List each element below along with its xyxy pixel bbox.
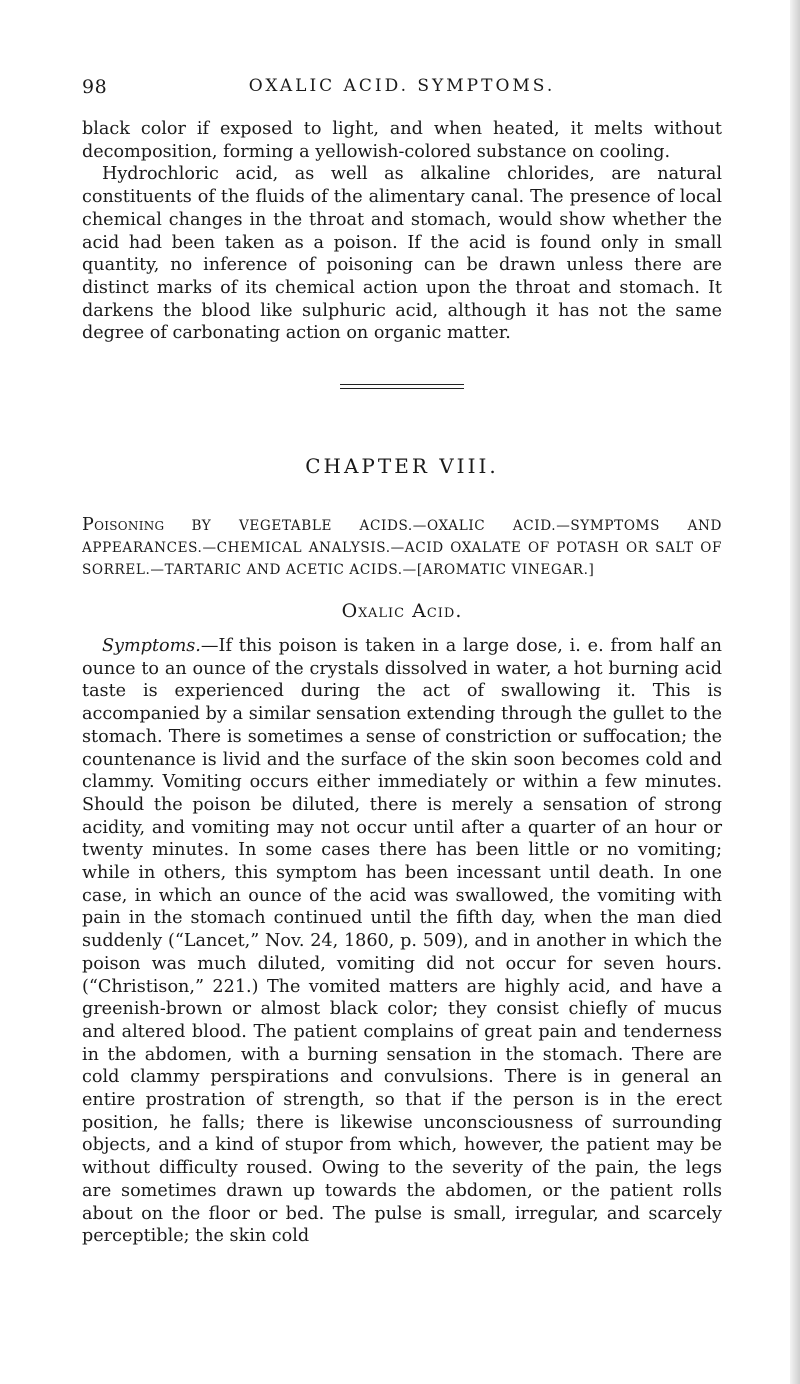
page-number: 98 xyxy=(82,76,108,98)
paragraph-hydrochloric: Hydrochloric acid, as well as alkaline chlorides, are natural constituents of the fluids of the alimentary canal. The presence of local chemical changes in the throat and stomach, would show whether the acid had been taken as a poison. If the acid is found only in small quantity, no inference of poisoning can be drawn unless there are distinct marks of its chemical action upon the throat and stomach. It darkens the blood like sulphuric acid, although it has not the same degree of carbonating action on organic matter. xyxy=(82,164,722,344)
chapter-summary-lead: Poisoning xyxy=(82,515,165,535)
section-divider-rule xyxy=(340,384,464,389)
subhead-symptoms: Symptoms. xyxy=(102,636,201,656)
page-edge-shadow xyxy=(790,0,800,1384)
chapter-summary xyxy=(82,514,722,581)
chapter-title: CHAPTER VIII. xyxy=(305,454,499,478)
section-title: Oxalic Acid. xyxy=(341,600,463,622)
paragraph-symptoms xyxy=(82,635,722,1248)
running-title: OXALIC ACID. SYMPTOMS. xyxy=(248,76,556,96)
symptoms-body: —If this poison is taken in a large dose, i. e. from half an ounce to an ounce of the crystals dissolved in water, a hot burning acid taste is experienced during the act of swallowing it. This is accompanied by a similar sensation extending through the gullet to the stomach. There is sometimes a sense of constriction or suffocation; the countenance is livid and the surface of the skin soon becomes cold and clammy. Vomiting occurs either immediately or within a few minutes. Should the poison be diluted, there is merely a sensation of strong acidity, and vomiting may not occur until after a quarter of an hour or twenty minutes. In some cases there has been little or no vomiting; while in others, this symptom has been incessant until death. In one case, in which an ounce of the acid was swallowed, the vomiting with pain in the stomach continued until the fifth day, when the man died suddenly (“Lancet,” Nov. 24, 1860, p. 509), and in another in which the poison was much diluted, vomiting did not occur for seven hours. (“Christison,” 221.) The vomited matters are highly acid, and have a greenish-brown or almost black color; they consist chiefly of mucus and altered blood. The patient complains of great pain and tenderness in the abdomen, with a burning sensation in the stomach. There are cold clammy perspirations and convulsions. There is in general an entire prostration of strength, so that if the person is in the erect position, he falls; there is likewise unconsciousness of surrounding objects, and a kind of stupor from which, however, the patient may be without difficulty roused. Owing to the severity of the pain, the legs are sometimes drawn up towards the abdomen, or the patient rolls about on the floor or bed. The pulse is small, irregular, and scarcely perceptible; the skin cold xyxy=(82,636,722,1247)
opening-text xyxy=(82,118,722,345)
page-header xyxy=(82,76,722,102)
chapter-summary-text: BY VEGETABLE ACIDS.—OXALIC ACID.—SYMPTOMS AND APPEARANCES.—CHEMICAL ANALYSIS.—ACID OXALATE OF POTASH OR SALT OF SORREL.—TARTARIC AND ACETIC ACIDS.—[AROMATIC VINEGAR.] xyxy=(82,518,722,578)
paragraph-continued: black color if exposed to light, and when heated, it melts without decomposition, forming a yellowish-colored substance on cooling. xyxy=(82,119,722,162)
main-text xyxy=(82,635,722,1248)
